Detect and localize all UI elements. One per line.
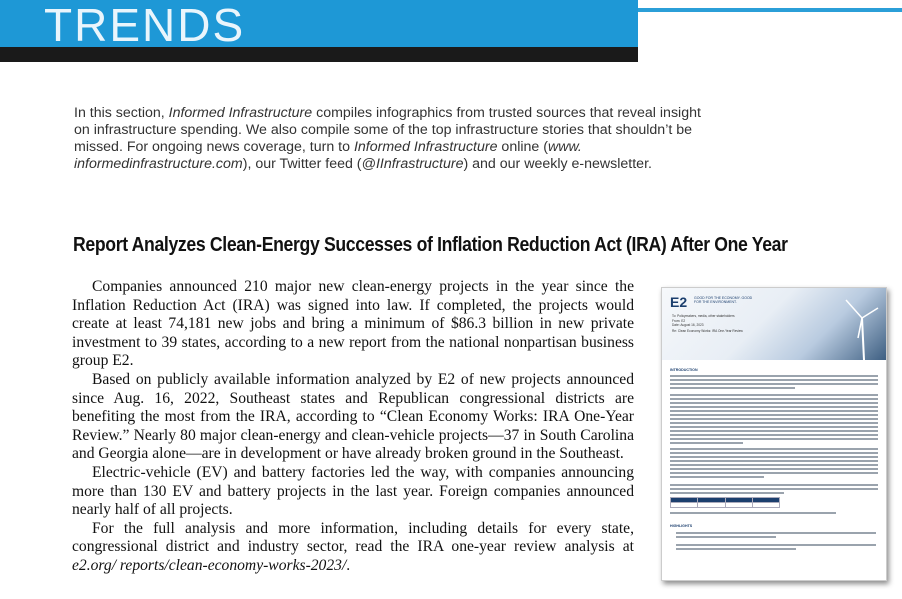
article-paragraph: Based on publicly available information analyzed by E2 of new projects announced since Aug. 16, 2022, Southeast states and Republican congressional districts are benefiting the most from the IRA, according to “Clean Economy Works: IRA One-Year Review.” Nearly 80 major clean-energy and clean-vehicle projects—37 in South Carolina and Georgia alone—are in development or have already broken ground in the Southeast. (72, 370, 634, 463)
report-text-block (670, 484, 878, 496)
report-summary-table (670, 497, 780, 508)
article-paragraph: Electric-vehicle (EV) and battery factories led the way, with companies announcing more than 130 EV and battery projects in the last year. Foreign companies announced nearly half of all projects. (72, 463, 634, 519)
e2-logo: E2 (670, 294, 688, 310)
article-body (72, 278, 634, 576)
memo-header: To: Policymakers, media, other stakeholders From: E2 Date: August 16, 2023 Re: Clean Economy Works: IRA One-Year Review (672, 314, 743, 334)
report-text-block (670, 394, 878, 446)
intro-paragraph: In this section, Informed Infrastructure compiles infographics from trusted sources that reveal insight on infrastructure spending. We also compile some of the top infrastructure stories that shouldn’t be missed. For ongoing news coverage, turn to Informed Infrastructure online (www. informedinfrastructure.com), our Twitter feed (@IInfrastructure) and our weekly e-newsletter. (74, 105, 701, 172)
report-bullet (676, 544, 876, 552)
report-text-block (670, 512, 878, 516)
report-link[interactable]: e2.org/ reports/clean-economy-works-2023/ (72, 556, 347, 574)
e2-tagline: GOOD FOR THE ECONOMY. GOOD FOR THE ENVIRONMENT. (694, 296, 753, 304)
section-banner (0, 0, 638, 51)
report-section-heading: INTRODUCTION (670, 368, 698, 372)
article-paragraph: Companies announced 210 major new clean-energy projects in the year since the Inflation Reduction Act (IRA) was signed into law. If completed, the projects would create at least 74,181 new jobs and bring a minimum of $86.3 billion in new private investment to 39 states, according to a new report from the national nonpartisan business group E2. (72, 278, 634, 370)
section-title: TRENDS (44, 0, 246, 51)
wind-turbine-icon (840, 296, 880, 360)
article-headline: Report Analyzes Clean-Energy Successes of Inflation Reduction Act (IRA) After One Year (73, 233, 788, 256)
report-section-heading: HIGHLIGHTS (670, 524, 693, 528)
article-paragraph: For the full analysis and more information, including details for every state, congressional district and industry sector, read the IRA one-year review analysis at e2.org/ reports/clean-economy-works-2023/. (72, 519, 634, 574)
header-rule (638, 8, 902, 12)
report-bullet (676, 532, 876, 540)
report-cover-thumbnail (661, 287, 887, 581)
report-text-block (670, 448, 878, 480)
report-text-block (670, 375, 878, 391)
